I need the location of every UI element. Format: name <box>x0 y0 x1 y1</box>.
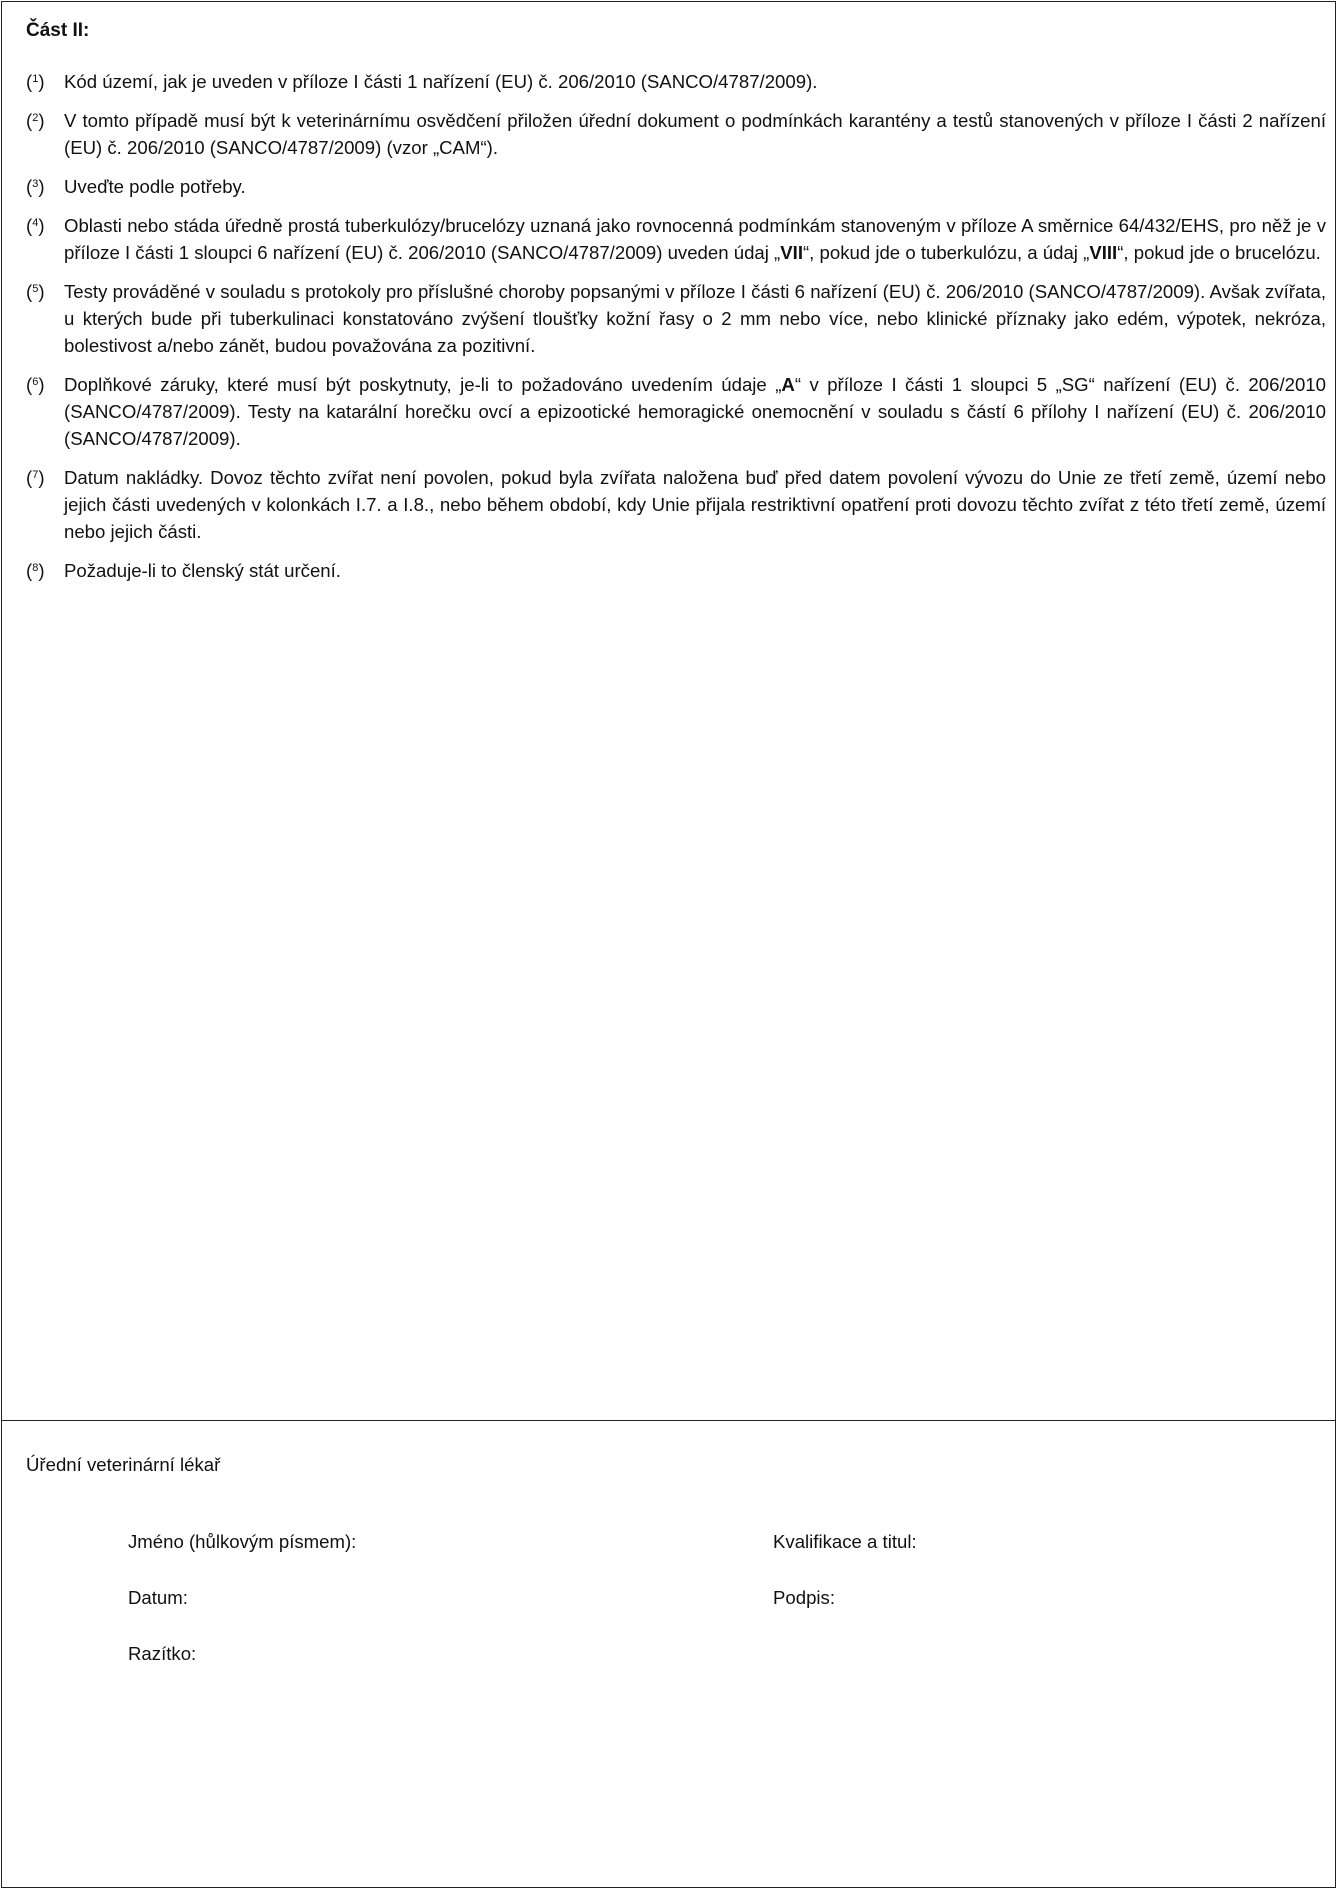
note-item <box>26 107 1326 161</box>
note-number: ($^8$) <box>26 560 45 581</box>
notes-list <box>26 68 1326 596</box>
note-text: Kód území, jak je uveden v příloze I části 1 nařízení (EU) č. 206/2010 (SANCO/4787/2009). <box>64 71 818 92</box>
bold-code: VIII <box>1089 242 1118 263</box>
note-number: ($^7$) <box>26 467 45 488</box>
note-item <box>26 278 1326 359</box>
stamp-label: Razítko: <box>128 1643 197 1664</box>
notes-section <box>2 2 1335 1421</box>
note-number: ($^6$) <box>26 374 45 395</box>
note-item <box>26 371 1326 452</box>
note-text: V tomto případě musí být k veterinárnímu osvědčení přiložen úřední dokument o podmínkách karantény a testů stanovených v příloze I části 2 nařízení (EU) č. 206/2010 (SANCO/4787/2009) (vzor „CAM“). <box>64 110 1326 158</box>
part-title: Část II: <box>26 20 90 41</box>
note-text: Testy prováděné v souladu s protokoly pro příslušné choroby popsanými v příloze I části 6 nařízení (EU) č. 206/2010 (SANCO/4787/2009). Avšak zvířata, u kterých bude při tuberkulinaci konstatováno zvýšení tloušťky kožní řasy o 2 mm nebo více, nebo klinické příznaky jako edém, výpotek, nekróza, bolestivost a/nebo zánět, budou považována za pozitivní. <box>64 281 1326 356</box>
note-text: Uveďte podle potřeby. <box>64 176 246 197</box>
note-text: Datum nakládky. Dovoz těchto zvířat není povolen, pokud byla zvířata naložena buď před datem povolení vývozu do Unie ze třetí země, území nebo jejich části uvedených v kolonkách I.7. a I.8., nebo během období, kdy Unie přijala restriktivní opatření proti dovozu těchto zvířat z této třetí země, území nebo jejich části. <box>64 467 1326 542</box>
note-number: ($^3$) <box>26 176 45 197</box>
note-text: Požaduje-li to členský stát určení. <box>64 560 341 581</box>
note-text: Oblasti nebo stáda úředně prostá tuberkulózy/brucelózy uznaná jako rovnocenná podmínkám stanoveným v příloze A směrnice 64/432/EHS, pro něž je v příloze I části 1 sloupci 6 nařízení (EU) č. 206/2010 (SANCO/4787/2009) uveden údaj „VII“, pokud jde o tuberkulózu, a údaj „VIII“, pokud jde o brucelózu. <box>64 215 1326 263</box>
note-item <box>26 173 1326 200</box>
date-label: Datum: <box>128 1587 188 1608</box>
note-text: Doplňkové záruky, které musí být poskytnuty, je-li to požadováno uvedením údaje „A“ v příloze I části 1 sloupci 5 „SG“ nařízení (EU) č. 206/2010 (SANCO/4787/2009). Testy na katarální horečku ovcí a epizootické hemoragické onemocnění v souladu s částí 6 přílohy I nařízení (EU) č. 206/2010 (SANCO/4787/2009). <box>64 374 1326 449</box>
note-number: ($^4$) <box>26 215 45 236</box>
bold-code: VII <box>780 242 803 263</box>
bold-code: A <box>781 374 795 395</box>
note-number: ($^2$) <box>26 110 45 131</box>
note-item <box>26 557 1326 584</box>
certificate-frame <box>1 1 1336 1888</box>
signature-label: Podpis: <box>773 1587 836 1608</box>
note-item <box>26 464 1326 545</box>
note-number: ($^5$) <box>26 281 45 302</box>
note-item <box>26 212 1326 266</box>
note-number: ($^1$) <box>26 71 45 92</box>
signature-section <box>2 1421 1335 1887</box>
qualification-label: Kvalifikace a titul: <box>773 1531 917 1552</box>
official-veterinarian-title: Úřední veterinární lékař <box>26 1454 221 1475</box>
note-item <box>26 68 1326 95</box>
name-label: Jméno (hůlkovým písmem): <box>128 1531 357 1552</box>
